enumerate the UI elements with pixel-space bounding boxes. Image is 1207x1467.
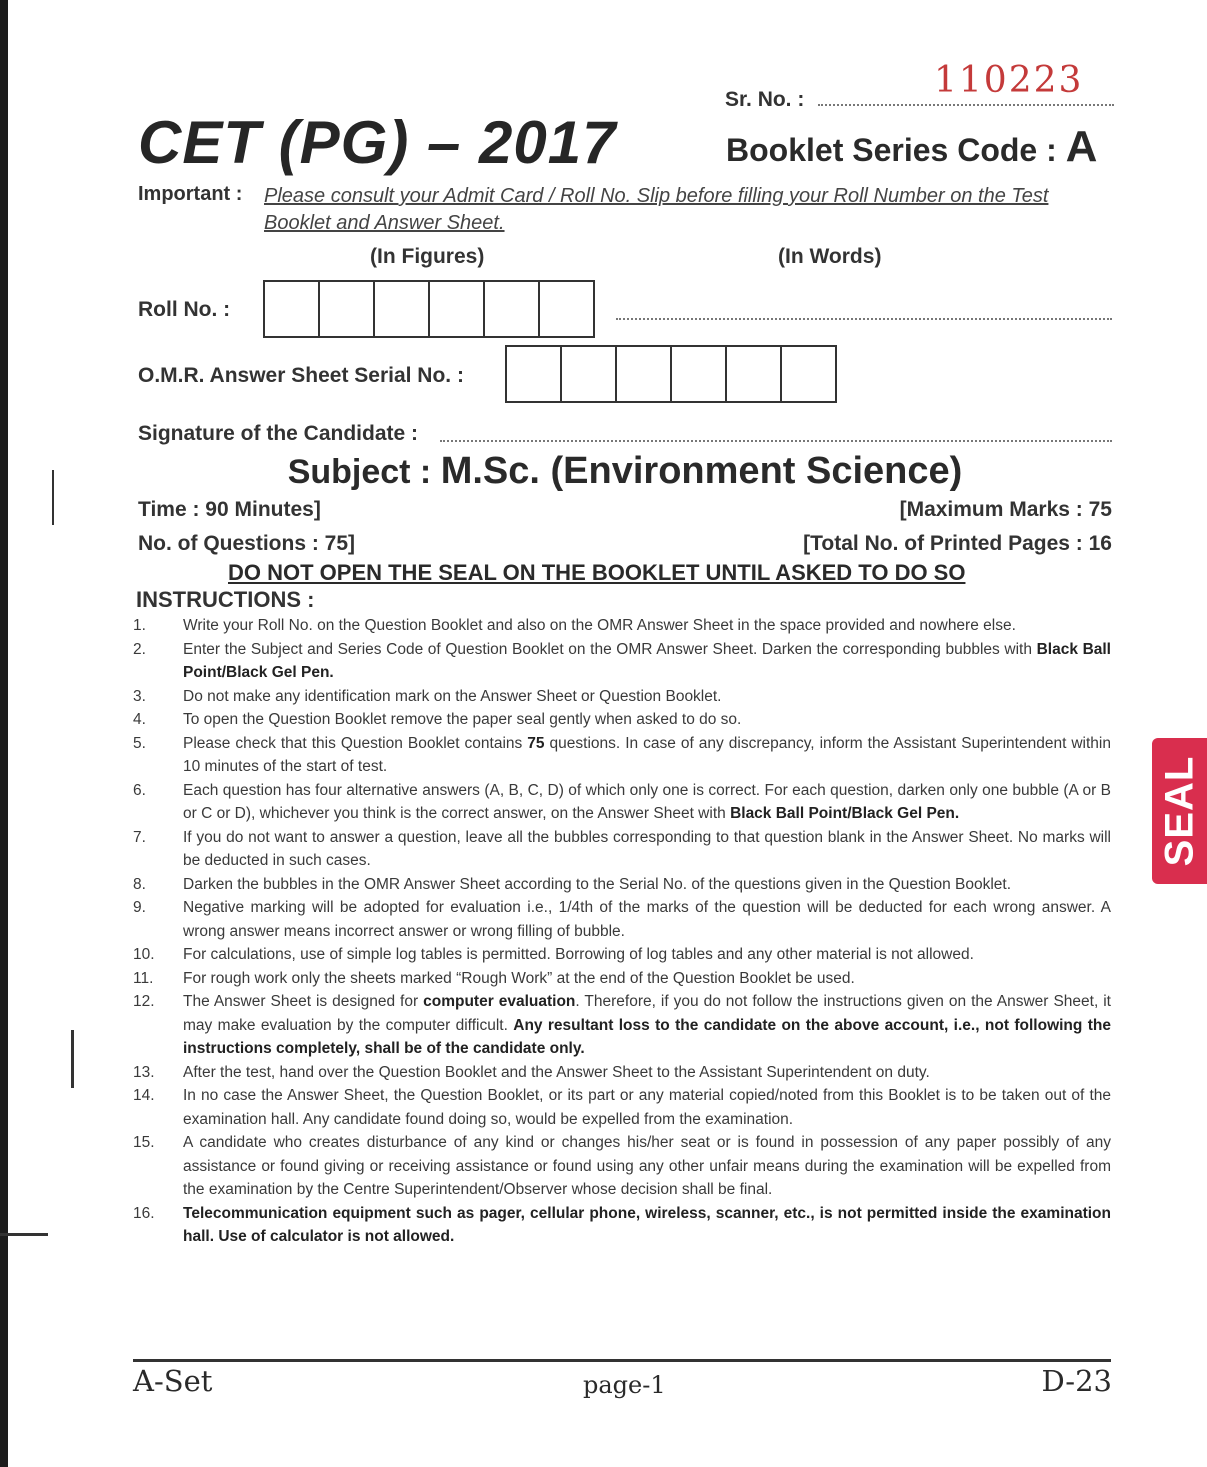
signature-label: Signature of the Candidate : [138,422,419,445]
instruction-item [133,896,1111,943]
instruction-item [133,1061,1111,1085]
instruction-number: 1. [133,617,146,634]
omr-serial-label: O.M.R. Answer Sheet Serial No. : [138,364,464,387]
instruction-number: 14. [133,1087,155,1104]
instruction-text-part: Enter the Subject and Series Code of Question Booklet on the OMR Answer Sheet. Darken the corresponding bubbles with [183,640,1037,658]
omr-digit-box[interactable] [782,347,835,401]
instruction-number: 12. [133,993,155,1010]
roll-digit-box[interactable] [375,282,430,336]
instruction-text [183,614,1111,638]
in-figures-caption: (In Figures) [370,245,485,268]
signature-line[interactable] [440,440,1112,442]
booklet-series-code: A [1065,122,1098,171]
subject-label: Subject : [287,453,432,491]
instruction-number: 9. [133,899,146,916]
maximum-marks: [Maximum Marks : 75 [899,498,1112,521]
omr-digit-box[interactable] [727,347,782,401]
instruction-text [183,638,1111,685]
instruction-number: 3. [133,687,146,705]
instruction-text-part: For rough work only the sheets marked “Rough Work” at the end of the Question Booklet be used. [183,969,855,987]
seal-tab[interactable] [1152,738,1207,884]
exam-time: Time : 90 Minutes] [138,498,321,521]
instruction-text [183,873,1111,897]
instruction-text-part: questions. In case of any discrepancy, inform the Assistant Superintendent within 10 minutes of the start of test. [183,734,1111,775]
omr-digit-box[interactable] [617,347,672,401]
instruction-text-part: Please check that this Question Booklet contains [183,734,528,752]
instruction-text [183,896,1111,943]
instruction-item [133,873,1111,897]
instruction-text-bold: Black Ball Point/Black Gel Pen. [183,640,1111,681]
instruction-item [133,638,1111,685]
important-label: Important : [138,183,243,205]
instruction-number: 8. [133,875,146,893]
instruction-text-part: After the test, hand over the Question Booklet and the Answer Sheet to the Assistant Superintendent on duty. [183,1063,930,1081]
instruction-text [183,708,1111,732]
booklet-series [726,122,1097,172]
instruction-item [133,943,1111,967]
roll-digit-box[interactable] [320,282,375,336]
instruction-text-bold: computer evaluation [423,993,576,1010]
instruction-number: 11. [133,969,154,987]
instruction-text-part: A candidate who creates disturbance of any kind or changes his/her seat or is found in possession of any paper possibly of any assistance or found giving or receiving assistance or found using any other unfair means during the examination will be expelled from the examination by the Centre Superintendent/Observer whose decision shall be final. [183,1134,1111,1198]
instruction-item [133,967,1111,991]
seal-notice: DO NOT OPEN THE SEAL ON THE BOOKLET UNTIL ASKED TO DO SO [228,560,966,585]
serial-number-value: 110223 [934,60,1084,101]
instruction-number: 15. [133,1134,155,1151]
roll-number-boxes[interactable] [263,280,595,338]
instruction-text [183,826,1111,873]
instruction-item [133,732,1111,779]
instruction-item [133,685,1111,709]
instruction-text [183,1084,1111,1131]
scan-mark [71,1030,74,1088]
instruction-item [133,1084,1111,1131]
instruction-text [183,1202,1111,1249]
roll-number-label: Roll No. : [138,298,231,321]
roll-number-words-line[interactable] [616,318,1112,320]
in-words-caption: (In Words) [778,245,882,268]
instruction-number: 10. [133,946,155,963]
omr-digit-box[interactable] [562,347,617,401]
instruction-number: 7. [133,828,146,846]
instruction-text-bold: Telecommunication equipment such as pager, cellular phone, wireless, scanner, etc., is not permitted inside the examination hall. Use of calculator is not allowed. [183,1204,1111,1245]
instruction-text-part: If you do not want to answer a question, leave all the bubbles corresponding to that question blank in the Answer Sheet. No marks will be deducted in such cases. [183,828,1111,869]
number-of-questions: No. of Questions : 75] [138,532,356,555]
instruction-item [133,826,1111,873]
scan-mark [0,1233,48,1236]
instruction-item [133,990,1111,1061]
instruction-text-bold: Any resultant loss to the candidate on the above account, i.e., not following the instructions completely, shall be of the candidate only. [183,1016,1111,1057]
serial-number-dotted-line [818,104,1114,106]
footer-rule [133,1359,1111,1362]
omr-serial-boxes[interactable] [505,345,837,403]
subject-value: M.Sc. (Environment Science) [440,450,963,492]
roll-digit-box[interactable] [430,282,485,336]
serial-number-label: Sr. No. : [725,88,805,111]
omr-digit-box[interactable] [672,347,727,401]
omr-digit-box[interactable] [507,347,562,401]
instruction-item [133,779,1111,826]
printed-pages: [Total No. of Printed Pages : 16 [803,532,1112,555]
instruction-text [183,685,1111,709]
instruction-text [183,1131,1111,1202]
instruction-number: 13. [133,1063,155,1081]
instruction-item [133,708,1111,732]
roll-digit-box[interactable] [265,282,320,336]
important-note: Please consult your Admit Card / Roll No. Slip before filling your Roll Number on the Test Booklet and Answer Sheet. [264,185,1049,234]
instructions-title: INSTRUCTIONS : [136,587,315,612]
footer-page-number: page-1 [583,1371,666,1399]
instruction-number: 2. [133,640,146,658]
exam-title: CET (PG) – 2017 [138,109,617,176]
scan-edge-bar [0,0,8,1467]
instruction-text-part: For calculations, use of simple log tables is permitted. Borrowing of log tables and any other material is not allowed. [183,946,974,963]
instruction-text-part: To open the Question Booklet remove the paper seal gently when asked to do so. [183,711,742,728]
instruction-number: 6. [133,781,146,799]
footer-code: D-23 [1041,1364,1112,1398]
instruction-text-part: Darken the bubbles in the OMR Answer Sheet according to the Serial No. of the questions given in the Question Booklet. [183,875,1012,893]
instruction-item [133,1202,1111,1249]
instruction-text [183,990,1111,1061]
roll-digit-box[interactable] [485,282,540,336]
instruction-text-bold: Black Ball Point/Black Gel Pen. [730,805,960,822]
instruction-number: 4. [133,711,146,728]
instruction-text [183,1061,1111,1085]
instruction-text [183,732,1111,779]
seal-label: SEAL [1157,755,1201,867]
instruction-text-part: The Answer Sheet is designed for [183,993,424,1010]
instruction-text [183,943,1111,967]
instruction-text-part: Negative marking will be adopted for evaluation i.e., 1/4th of the marks of the question will be deducted for each wrong answer. A wrong answer means incorrect answer or wrong filling of bubble. [183,899,1111,940]
instruction-text-part: Write your Roll No. on the Question Booklet and also on the OMR Answer Sheet in the space provided and nowhere else. [183,617,1016,634]
footer-set: A-Set [133,1364,213,1398]
instruction-text-part: In no case the Answer Sheet, the Question Booklet, or its part or any material copied/noted from this Booklet is to be taken out of the examination hall. Any candidate found doing so, would be expelled from the examination. [183,1087,1111,1128]
instruction-number: 5. [133,734,146,752]
subject-heading [0,450,1207,493]
instruction-text-part: Each question has four alternative answers (A, B, C, D) of which only one is correct. For each question, darken only one bubble (A or B or C or D), whichever you think is the correct answer, on the Answer Sheet with [183,781,1111,822]
instruction-text-part: Do not make any identification mark on the Answer Sheet or Question Booklet. [183,687,722,705]
instruction-item [133,1131,1111,1202]
instruction-text [183,967,1111,991]
booklet-series-label: Booklet Series Code : [726,132,1057,168]
instruction-item [133,614,1111,638]
instructions-list [133,614,1111,1249]
instruction-text [183,779,1111,826]
instruction-text-part: . Therefore, if you do not follow the instructions given on the Answer Sheet, it may make evaluation by the computer difficult. [183,993,1111,1034]
instruction-text-bold: 75 [527,734,545,752]
instruction-number: 16. [133,1204,155,1222]
roll-digit-box[interactable] [540,282,593,336]
